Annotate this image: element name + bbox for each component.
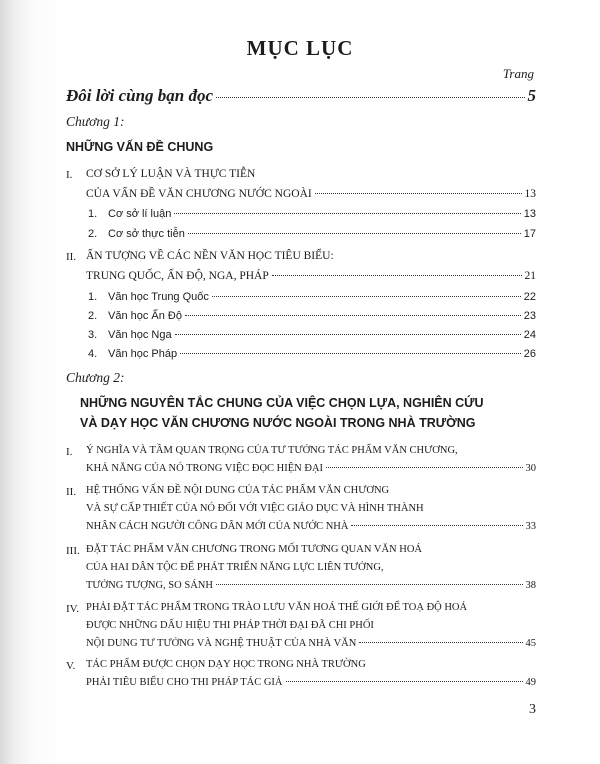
- ch1-s1-item-1-number: 1.: [88, 208, 98, 220]
- ch2-section-4-line3: NỘI DUNG TƯ TƯỞNG VÀ NGHỆ THUẬT CỦA NHÀ VĂN: [86, 638, 357, 649]
- ch1-s1-item-2-label: Cơ sở thực tiễn: [108, 228, 185, 240]
- chapter-2-label: Chương 2:: [66, 370, 125, 385]
- toc-entry-ch1-s2-item-2[interactable]: [108, 310, 536, 322]
- toc-entry-ch1-s2-item-4[interactable]: [108, 348, 536, 360]
- toc-entry-preface[interactable]: [66, 86, 536, 106]
- ch2-section-4-line2: ĐƯỢC NHỮNG DẤU HIỆU THI PHÁP THỜI ĐẠI ĐÃ CHI PHỐI: [86, 620, 374, 631]
- ch2-section-5-line1: TÁC PHẨM ĐƯỢC CHỌN DẠY HỌC TRONG NHÀ TRƯỜNG: [86, 659, 366, 670]
- ch1-s1-item-2-page: 17: [523, 228, 536, 240]
- ch2-section-5-page: 49: [525, 677, 536, 688]
- toc-entry-ch2-s4[interactable]: [86, 638, 536, 649]
- ch2-section-2-line2: VÀ SỰ CẤP THIẾT CỦA NÓ ĐỐI VỚI VIỆC GIÁO DỤC VÀ HÌNH THÀNH: [86, 503, 424, 514]
- chapter-1-label: Chương 1:: [66, 114, 125, 129]
- dot-leader: [315, 193, 522, 194]
- ch1-s2-item-2-page: 23: [523, 310, 536, 322]
- toc-entry-ch2-s1[interactable]: [86, 463, 536, 474]
- ch1-section-1-page: 13: [524, 188, 536, 200]
- ch2-section-2-line3: NHÂN CÁCH NGƯỜI CÔNG DÂN MỚI CỦA NƯỚC NHÀ: [86, 521, 349, 532]
- preface-page: 5: [527, 86, 536, 105]
- dot-leader: [326, 467, 522, 468]
- toc-entry-ch1-s1[interactable]: [86, 188, 536, 200]
- ch2-section-4-page: 45: [525, 638, 536, 649]
- ch2-section-2-line1: HỆ THỐNG VẤN ĐỀ NỘI DUNG CỦA TÁC PHẨM VĂN CHƯƠNG: [86, 485, 390, 496]
- toc-entry-ch1-s2-item-3[interactable]: [108, 329, 536, 341]
- ch1-s2-item-2-label: Văn học Ấn Độ: [108, 310, 182, 322]
- ch2-section-2-page: 33: [525, 521, 536, 532]
- dot-leader: [286, 681, 523, 682]
- ch2-section-4-number: IV.: [66, 603, 79, 615]
- ch2-section-5-number: V.: [66, 660, 76, 672]
- ch2-section-1-page: 30: [525, 463, 536, 474]
- ch1-s1-item-2-number: 2.: [88, 228, 98, 240]
- dot-leader: [188, 233, 521, 234]
- dot-leader: [351, 525, 522, 526]
- ch1-s2-item-1-number: 1.: [88, 291, 98, 303]
- ch1-s2-item-3-label: Văn học Nga: [108, 329, 172, 341]
- preface-label: Đôi lời cùng bạn đọc: [66, 86, 214, 105]
- ch1-s2-item-4-label: Văn học Pháp: [108, 348, 178, 360]
- ch1-s2-item-4-page: 26: [523, 348, 536, 360]
- ch2-section-3-line2: CỦA HAI DÂN TỘC ĐỂ PHÁT TRIỂN NĂNG LỰC LIÊN TƯỞNG,: [86, 562, 384, 573]
- ch2-section-4-line1: PHẢI ĐẶT TÁC PHẨM TRONG TRÀO LƯU VĂN HOÁ THẾ GIỚI ĐỂ TOẠ ĐỘ HOÁ: [86, 602, 468, 613]
- dot-leader: [185, 315, 521, 316]
- toc-entry-ch2-s2[interactable]: [86, 521, 536, 532]
- page-title: MỤC LỤC: [246, 36, 354, 60]
- ch2-section-3-page: 38: [525, 580, 536, 591]
- dot-leader: [216, 97, 524, 98]
- chapter-1-heading: NHỮNG VẤN ĐỀ CHUNG: [66, 140, 214, 154]
- dot-leader: [359, 642, 522, 643]
- dot-leader: [175, 334, 521, 335]
- ch1-section-2-line1: ẤN TƯỢNG VỀ CÁC NỀN VĂN HỌC TIÊU BIỂU:: [86, 250, 334, 262]
- ch1-section-2-number: II.: [66, 251, 77, 263]
- ch2-section-1-number: I.: [66, 446, 73, 458]
- ch2-section-1-line2: KHẢ NĂNG CỦA NÓ TRONG VIỆC ĐỌC HIỆN ĐẠI: [86, 463, 324, 474]
- toc-entry-ch2-s5[interactable]: [86, 677, 536, 688]
- dot-leader: [212, 296, 521, 297]
- dot-leader: [174, 213, 520, 214]
- toc-entry-ch1-s1-item-2[interactable]: [108, 228, 536, 240]
- ch1-s2-item-1-label: Văn học Trung Quốc: [108, 291, 209, 303]
- ch1-s2-item-1-page: 22: [523, 291, 536, 303]
- ch2-section-2-number: II.: [66, 486, 77, 498]
- ch2-section-1-line1: Ý NGHĨA VÀ TẦM QUAN TRỌNG CỦA TƯ TƯỞNG TÁC PHẨM VĂN CHƯƠNG,: [86, 445, 458, 456]
- toc-entry-ch1-s2-item-1[interactable]: [108, 291, 536, 303]
- dot-leader: [216, 584, 523, 585]
- ch2-section-3-line3: TƯỞNG TƯỢNG, SO SÁNH: [86, 580, 213, 591]
- ch2-section-3-line1: ĐẶT TÁC PHẨM VĂN CHƯƠNG TRONG MỐI TƯƠNG QUAN VĂN HOÁ: [86, 544, 422, 555]
- chapter-2-heading-line2: VÀ DẠY HỌC VĂN CHƯƠNG NƯỚC NGOÀI TRONG NHÀ TRƯỜNG: [80, 416, 476, 430]
- ch1-section-2-line2: TRUNG QUỐC, ẤN ĐỘ, NGA, PHÁP: [86, 270, 269, 282]
- dot-leader: [180, 353, 521, 354]
- ch1-section-1-number: I.: [66, 169, 73, 181]
- ch2-section-3-number: III.: [66, 545, 80, 557]
- ch1-s2-item-4-number: 4.: [88, 348, 98, 360]
- ch2-section-5-line2: PHẢI TIÊU BIỂU CHO THI PHÁP TÁC GIẢ: [86, 677, 283, 688]
- ch1-section-2-page: 21: [524, 270, 536, 282]
- chapter-2-heading-line1: NHỮNG NGUYÊN TẮC CHUNG CỦA VIỆC CHỌN LỰA, NGHIÊN CỨU: [80, 396, 484, 410]
- ch1-section-1-line1: CƠ SỞ LÝ LUẬN VÀ THỰC TIỄN: [86, 168, 256, 180]
- toc-entry-ch1-s1-item-1[interactable]: [108, 208, 536, 220]
- toc-entry-ch2-s3[interactable]: [86, 580, 536, 591]
- ch1-s1-item-1-label: Cơ sở lí luận: [108, 208, 172, 220]
- ch1-section-1-line2: CỦA VẤN ĐỀ VĂN CHƯƠNG NƯỚC NGOÀI: [86, 188, 312, 200]
- toc-entry-ch1-s2[interactable]: [86, 270, 536, 282]
- ch1-s2-item-3-number: 3.: [88, 329, 98, 341]
- ch1-s1-item-1-page: 13: [523, 208, 536, 220]
- ch1-s2-item-2-number: 2.: [88, 310, 98, 322]
- page-number: 3: [529, 702, 536, 717]
- page-column-label: Trang: [502, 66, 534, 81]
- dot-leader: [272, 275, 522, 276]
- ch1-s2-item-3-page: 24: [523, 329, 536, 341]
